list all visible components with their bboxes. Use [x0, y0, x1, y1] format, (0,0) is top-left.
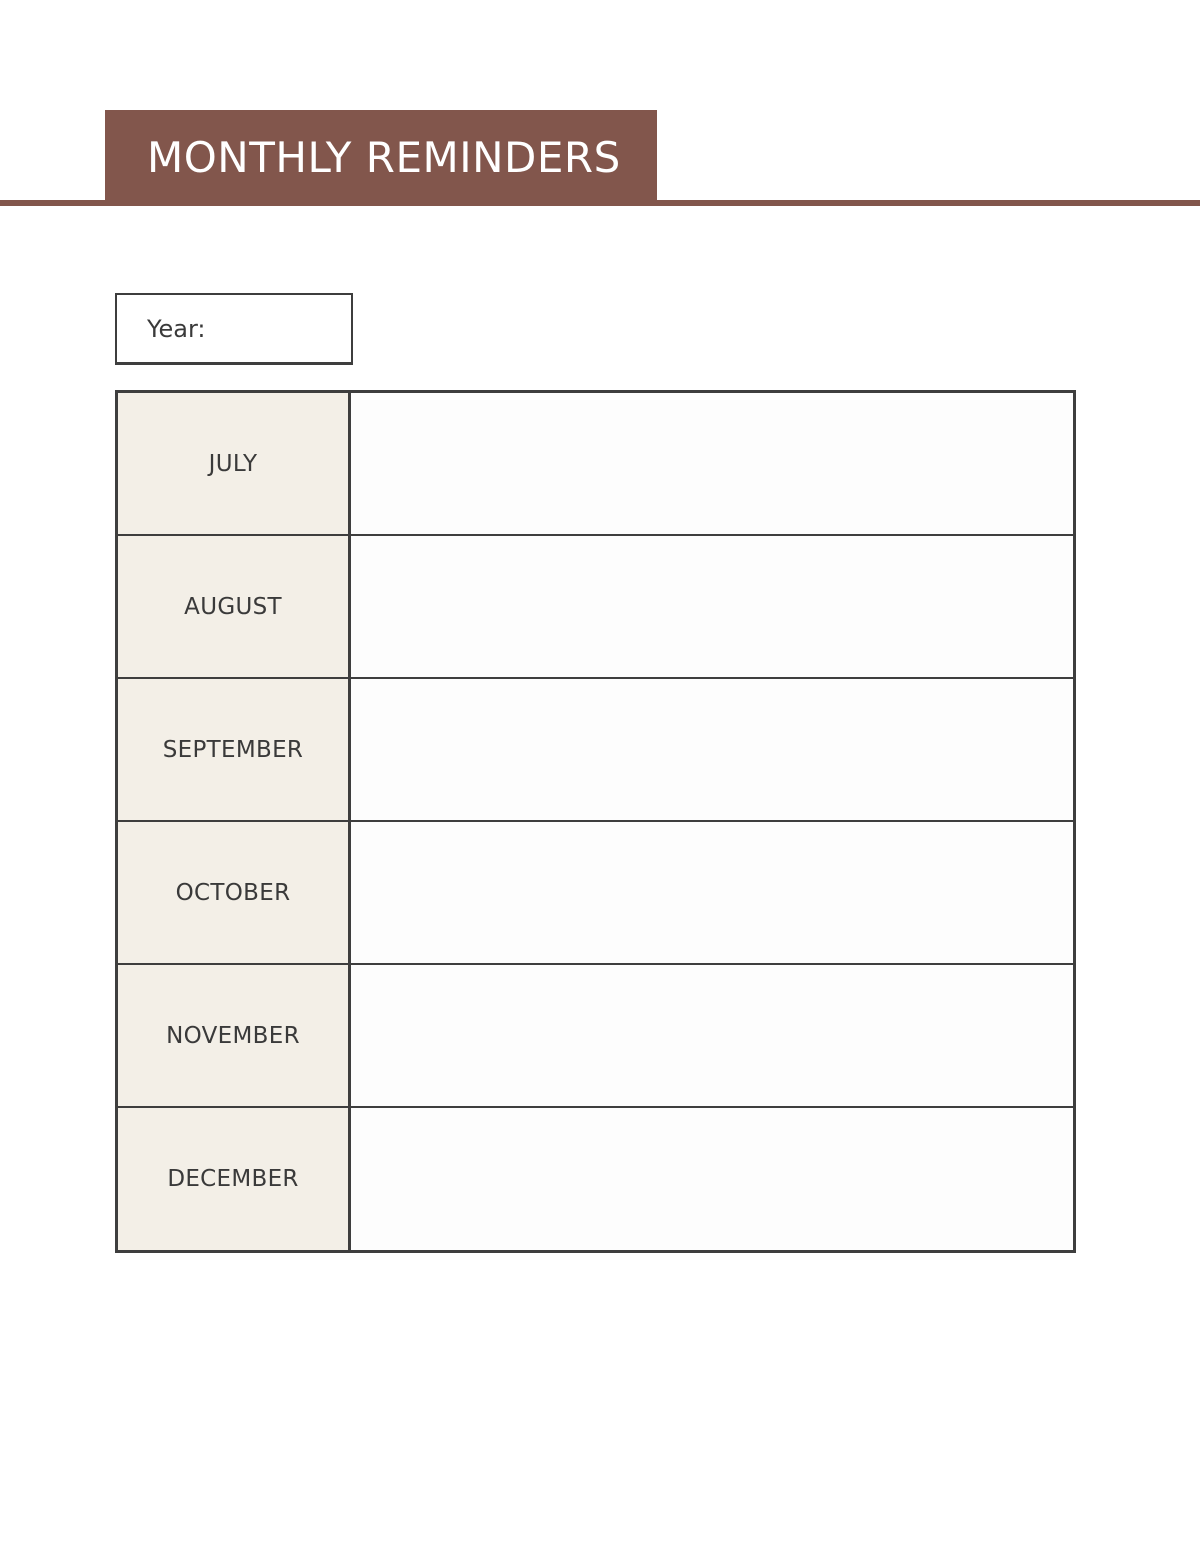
- month-label-cell: [118, 1108, 351, 1250]
- title-banner: [105, 110, 657, 206]
- year-field[interactable]: [115, 293, 353, 365]
- month-row-september: [118, 679, 1073, 822]
- month-row-august: [118, 536, 1073, 679]
- month-row-october: [118, 822, 1073, 965]
- month-label-cell: [118, 965, 351, 1106]
- months-table: [115, 390, 1076, 1253]
- month-label-cell: [118, 393, 351, 534]
- month-notes-july[interactable]: [351, 393, 1073, 534]
- month-row-july: [118, 393, 1073, 536]
- year-label: Year:: [147, 314, 206, 343]
- month-label-october: OCTOBER: [175, 879, 291, 906]
- month-label-november: NOVEMBER: [166, 1022, 300, 1049]
- month-notes-october[interactable]: [351, 822, 1073, 963]
- page-title: MONTHLY REMINDERS: [147, 132, 621, 182]
- month-label-july: JULY: [208, 450, 258, 477]
- month-notes-november[interactable]: [351, 965, 1073, 1106]
- month-label-cell: [118, 679, 351, 820]
- month-label-august: AUGUST: [184, 593, 282, 620]
- month-label-september: SEPTEMBER: [162, 736, 304, 763]
- month-notes-september[interactable]: [351, 679, 1073, 820]
- month-label-cell: [118, 822, 351, 963]
- month-row-december: [118, 1108, 1073, 1250]
- month-label-cell: [118, 536, 351, 677]
- month-label-december: DECEMBER: [167, 1166, 299, 1192]
- month-notes-august[interactable]: [351, 536, 1073, 677]
- month-notes-december[interactable]: [351, 1108, 1073, 1250]
- month-row-november: [118, 965, 1073, 1108]
